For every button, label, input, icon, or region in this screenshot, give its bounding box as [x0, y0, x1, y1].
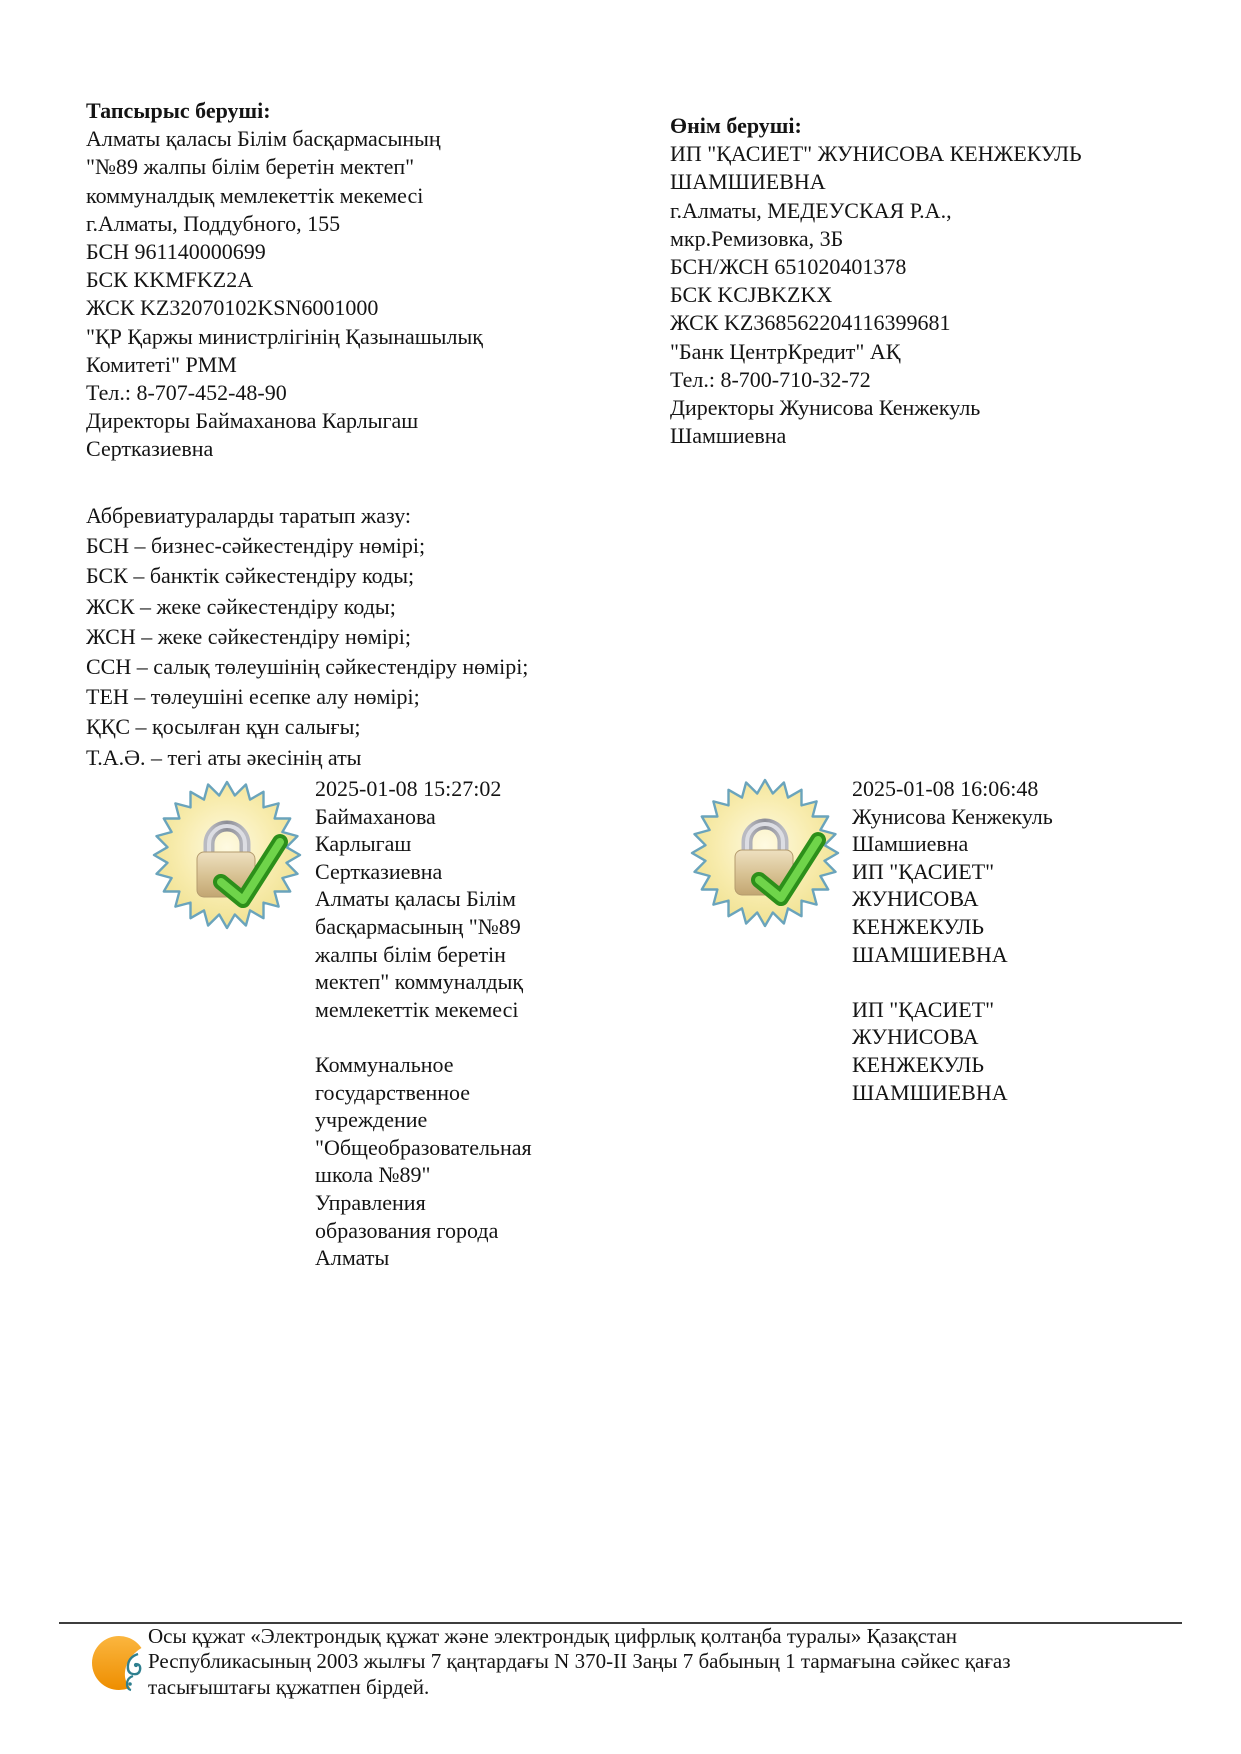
text-line: БСК KCJBKZKX	[670, 282, 833, 308]
text-line: Осы құжат «Электрондық құжат және электрондық цифрлық қолтаңба туралы» Қазақстан	[148, 1624, 958, 1648]
text-line: мектеп" коммуналдық	[315, 969, 524, 995]
text-line: Жунисова Кенжекуль	[852, 803, 1053, 829]
text-line: мемлекеттік мекемесі	[315, 996, 519, 1022]
text-line: БСН 961140000699	[86, 239, 266, 265]
text-line: Карлыгаш	[315, 831, 412, 857]
text-line: г.Алматы, МЕДЕУСКАЯ Р.А.,	[670, 197, 952, 223]
text-line: образования города	[315, 1217, 499, 1243]
text-line: государственное	[315, 1079, 471, 1105]
footer-legal-note	[148, 1624, 1028, 1700]
text-line: тасығыштағы құжатпен бірдей.	[148, 1674, 430, 1699]
text-line: Алматы	[315, 1245, 390, 1271]
text-line: Директоры Баймаханова Карлыгаш	[86, 408, 419, 434]
supplier-block	[670, 112, 1190, 450]
supplier-title: Өнім беруші:	[670, 113, 802, 138]
abbreviations-block	[86, 501, 766, 773]
text-line: учреждение	[315, 1107, 428, 1133]
text-line: ССН – салық төлеушінің сәйкестендіру нөмірі;	[86, 654, 529, 680]
text-line: ЖУНИСОВА	[852, 886, 979, 912]
text-line: БСН/ЖСН 651020401378	[670, 254, 907, 280]
text-line: Коммунальное	[315, 1051, 454, 1077]
customer-title: Тапсырыс беруші:	[86, 98, 271, 123]
text-line: ЖСК KZ32070102KSN6001000	[86, 295, 379, 321]
signature-details-supplier	[852, 775, 1112, 1106]
abbreviations-title: Аббревиатураларды таратып жазу:	[86, 503, 412, 528]
text-line: Шамшиевна	[670, 423, 787, 449]
text-line: Баймаханова	[315, 803, 436, 829]
signature-lines	[315, 803, 590, 1272]
text-line: жалпы білім беретін	[315, 941, 506, 967]
supplier-details	[670, 140, 1190, 450]
text-line: КЕНЖЕКУЛЬ	[852, 1051, 985, 1077]
text-line: ШАМШИЕВНА	[670, 169, 826, 195]
text-line: школа №89"	[315, 1162, 431, 1188]
text-line: "Банк ЦентрКредит" АҚ	[670, 338, 901, 364]
customer-block	[86, 97, 596, 464]
abbreviations-list	[86, 531, 766, 773]
text-line: ИП "ҚАСИЕТ"	[852, 858, 995, 884]
text-line: ШАМШИЕВНА	[852, 941, 1008, 967]
text-line: Тел.: 8-700-710-32-72	[670, 366, 871, 392]
text-line: Алматы қаласы Білім басқармасының	[86, 126, 441, 152]
text-line: ЖСК – жеке сәйкестендіру коды;	[86, 593, 396, 619]
text-line: "ҚР Қаржы министрлігінің Қазынашылық	[86, 323, 483, 349]
text-line: Тел.: 8-707-452-48-90	[86, 380, 287, 406]
text-line: Сертказиевна	[315, 858, 443, 884]
text-line	[852, 968, 1112, 996]
text-line: Алматы қаласы Білім	[315, 886, 516, 912]
text-line: Комитеті" РММ	[86, 351, 237, 377]
text-line: "Общеобразовательная	[315, 1134, 532, 1160]
signature-details-customer	[315, 775, 590, 1272]
text-line: ТЕН – төлеушіні есепке алу нөмірі;	[86, 684, 420, 710]
signature-timestamp: 2025-01-08 16:06:48	[852, 776, 1039, 801]
text-line: ШАМШИЕВНА	[852, 1079, 1008, 1105]
text-line: ЖУНИСОВА	[852, 1024, 979, 1050]
text-line: Управления	[315, 1189, 426, 1215]
text-line: "№89 жалпы білім беретін мектеп"	[86, 154, 415, 180]
text-line: г.Алматы, Поддубного, 155	[86, 210, 341, 236]
text-line: БСК – банктік сәйкестендіру коды;	[86, 563, 415, 589]
signature-timestamp: 2025-01-08 15:27:02	[315, 776, 502, 801]
text-line: ҚҚС – қосылған құн салығы;	[86, 714, 361, 740]
text-line: ЖСК KZ368562204116399681	[670, 310, 951, 336]
text-line: мкр.Ремизовка, 3Б	[670, 225, 844, 251]
text-line: Директоры Жунисова Кенжекуль	[670, 395, 981, 421]
signature-seal-icon	[689, 777, 841, 929]
text-line: Т.А.Ә. – тегі аты әкесінің аты	[86, 744, 362, 770]
text-line: Шамшиевна	[852, 831, 969, 857]
text-line: ИП "ҚАСИЕТ"	[852, 996, 995, 1022]
text-line: БСН – бизнес-сәйкестендіру нөмірі;	[86, 533, 426, 559]
text-line: басқармасының "№89	[315, 913, 521, 939]
text-line: Сертказиевна	[86, 436, 214, 462]
text-line: КЕНЖЕКУЛЬ	[852, 913, 985, 939]
signature-lines	[852, 803, 1112, 1107]
text-line: ИП "ҚАСИЕТ" ЖУНИСОВА КЕНЖЕКУЛЬ	[670, 141, 1082, 167]
egov-ornament-logo-icon	[91, 1634, 149, 1692]
text-line: коммуналдық мемлекеттік мекемесі	[86, 182, 424, 208]
text-line: ЖСН – жеке сәйкестендіру нөмірі;	[86, 623, 412, 649]
text-line: Республикасының 2003 жылғы 7 қаңтардағы N 370-II Заңы 7 бабының 1 тармағына сәйкес қағаз	[148, 1649, 1011, 1674]
text-line	[315, 1023, 590, 1051]
signature-seal-icon	[151, 779, 303, 931]
customer-details	[86, 125, 596, 463]
text-line: БСК KKMFKZ2A	[86, 267, 254, 293]
